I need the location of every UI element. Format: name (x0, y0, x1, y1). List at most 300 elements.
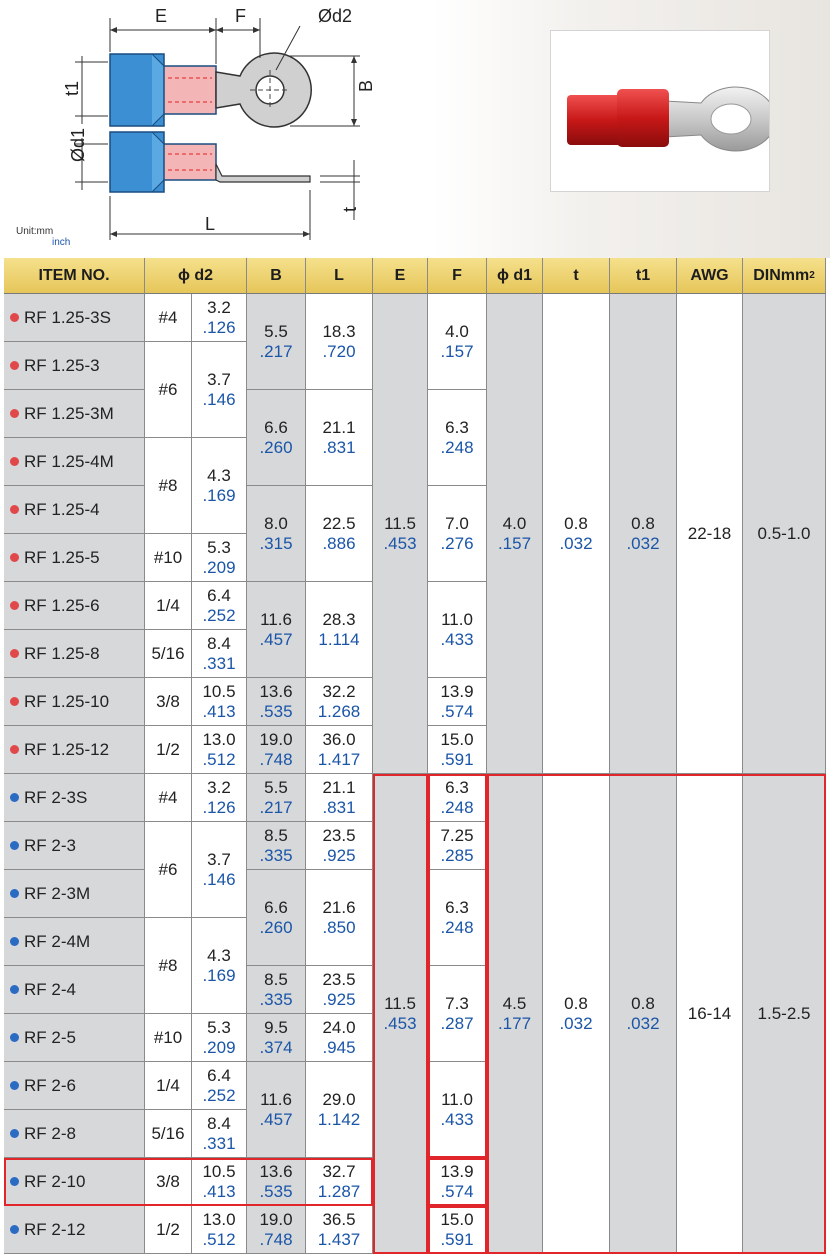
value-mm: 6.4 (207, 585, 231, 605)
value-inch: .146 (202, 389, 236, 409)
cell-l (306, 390, 373, 486)
item-cell (4, 438, 145, 486)
cell-d2 (192, 342, 247, 438)
value-mm: 8.5 (264, 969, 288, 989)
value-mm: #8 (158, 955, 178, 975)
item-cell (4, 870, 145, 918)
value-inch: .591 (440, 1229, 474, 1249)
value-inch: .591 (440, 749, 474, 769)
value-inch: 1.268 (317, 701, 361, 721)
blue-dot-icon (10, 793, 19, 802)
value-mm: 21.6 (322, 897, 356, 917)
item-cell (4, 918, 145, 966)
value-inch: .209 (202, 557, 236, 577)
value-mm: 19.0 (259, 729, 293, 749)
cell-d2 (192, 1062, 247, 1110)
red-dot-icon (10, 745, 19, 754)
cell-l (306, 966, 373, 1014)
value-mm: 18.3 (322, 321, 356, 341)
item-cell (4, 534, 145, 582)
value-mm: 15.0 (440, 1209, 474, 1229)
header-l (306, 258, 373, 294)
cell-f (428, 582, 487, 678)
value-inch: .126 (202, 797, 236, 817)
value-mm: 10.5 (202, 1161, 236, 1181)
value-mm: 8.0 (264, 513, 288, 533)
cell-f (428, 294, 487, 390)
header-l-label: L (334, 266, 344, 284)
value-mm: 13.6 (259, 681, 293, 701)
cell-d2 (192, 1206, 247, 1254)
value-inch: .287 (440, 1013, 474, 1033)
header-item-label: ITEM NO. (38, 266, 110, 284)
value-mm: 21.1 (322, 417, 356, 437)
value-mm: 4.0 (445, 321, 469, 341)
blue-dot-icon (10, 985, 19, 994)
value-mm: 1.5-2.5 (757, 1003, 811, 1023)
value-inch: .925 (322, 989, 356, 1009)
cell-f (428, 726, 487, 774)
cell-screw (145, 630, 192, 678)
item-cell (4, 1110, 145, 1158)
item-number: RF 1.25-6 (24, 595, 100, 615)
value-mm: #10 (153, 1027, 183, 1047)
header-item (4, 258, 145, 294)
cell-b (247, 678, 306, 726)
value-inch: .248 (440, 797, 474, 817)
value-mm: 6.3 (445, 777, 469, 797)
item-cell (4, 294, 145, 342)
item-cell (4, 486, 145, 534)
header-t-label: t (573, 266, 579, 284)
value-mm: #8 (158, 475, 178, 495)
value-inch: .126 (202, 317, 236, 337)
value-inch: .850 (322, 917, 356, 937)
cell-screw (145, 1206, 192, 1254)
value-mm: 1/4 (156, 595, 180, 615)
cell-e (373, 774, 428, 1254)
item-number: RF 1.25-4M (24, 451, 114, 471)
value-mm: 16-14 (687, 1003, 732, 1023)
header-b (247, 258, 306, 294)
value-inch: .925 (322, 845, 356, 865)
value-inch: .169 (202, 485, 236, 505)
value-inch: .535 (259, 1181, 293, 1201)
value-mm: 3.2 (207, 777, 231, 797)
value-inch: .217 (259, 341, 293, 361)
cell-f (428, 870, 487, 966)
cell-b (247, 726, 306, 774)
item-number: RF 2-8 (24, 1123, 76, 1143)
item-number: RF 1.25-5 (24, 547, 100, 567)
item-number: RF 1.25-3M (24, 403, 114, 423)
value-mm: 6.3 (445, 417, 469, 437)
item-number: RF 2-3S (24, 787, 88, 807)
cell-l (306, 822, 373, 870)
value-mm: 0.8 (564, 513, 588, 533)
value-mm: 15.0 (440, 729, 474, 749)
cell-b (247, 870, 306, 966)
value-inch: 1.417 (317, 749, 361, 769)
value-mm: 7.25 (440, 825, 474, 845)
blue-dot-icon (10, 1033, 19, 1042)
cell-l (306, 582, 373, 678)
value-mm: 3.2 (207, 297, 231, 317)
red-dot-icon (10, 697, 19, 706)
cell-b (247, 1158, 306, 1206)
header-awg (677, 258, 743, 294)
item-cell (4, 342, 145, 390)
cell-l (306, 678, 373, 726)
cell-l (306, 774, 373, 822)
value-mm: #4 (158, 787, 178, 807)
value-inch: .335 (259, 845, 293, 865)
value-mm: 3/8 (156, 1171, 180, 1191)
cell-l (306, 1158, 373, 1206)
value-mm: 3/8 (156, 691, 180, 711)
value-mm: 32.2 (322, 681, 356, 701)
svg-text:t1: t1 (62, 80, 82, 96)
cell-l (306, 870, 373, 966)
cell-b (247, 1014, 306, 1062)
item-cell (4, 726, 145, 774)
value-mm: 22-18 (687, 523, 732, 543)
item-cell (4, 966, 145, 1014)
value-inch: .335 (259, 989, 293, 1009)
value-mm: 7.3 (445, 993, 469, 1013)
cell-f (428, 486, 487, 582)
cell-screw (145, 438, 192, 534)
header-awg-label: AWG (690, 266, 729, 284)
value-mm: 13.0 (202, 729, 236, 749)
value-mm: 5.3 (207, 537, 231, 557)
item-number: RF 1.25-3S (24, 307, 111, 327)
value-inch: .831 (322, 797, 356, 817)
value-inch: .535 (259, 701, 293, 721)
value-mm: 6.4 (207, 1065, 231, 1085)
value-inch: .177 (497, 1013, 532, 1033)
value-mm: 3.7 (207, 849, 231, 869)
red-dot-icon (10, 457, 19, 466)
value-inch: .252 (202, 605, 236, 625)
value-mm: 8.4 (207, 1113, 231, 1133)
value-mm: 1/2 (156, 739, 180, 759)
value-mm: 6.3 (445, 897, 469, 917)
value-inch: .720 (322, 341, 356, 361)
value-mm: 23.5 (322, 825, 356, 845)
item-cell (4, 1014, 145, 1062)
header-din-label: DINmm (753, 266, 810, 284)
value-inch: .748 (259, 1229, 293, 1249)
value-mm: 28.3 (322, 609, 356, 629)
red-dot-icon (10, 553, 19, 562)
value-inch: .433 (440, 629, 474, 649)
item-number: RF 1.25-3 (24, 355, 100, 375)
value-inch: .574 (440, 1181, 474, 1201)
value-mm: 4.3 (207, 465, 231, 485)
header-t (543, 258, 610, 294)
cell-screw (145, 342, 192, 438)
red-dot-icon (10, 361, 19, 370)
value-inch: .886 (322, 533, 356, 553)
value-inch: .433 (440, 1109, 474, 1129)
value-inch: .248 (440, 917, 474, 937)
value-mm: #6 (158, 859, 178, 879)
value-inch: .457 (259, 629, 293, 649)
cell-d1 (487, 774, 543, 1254)
red-dot-icon (10, 313, 19, 322)
value-inch: .413 (202, 1181, 236, 1201)
cell-b (247, 390, 306, 486)
value-mm: 11.6 (260, 609, 292, 629)
value-mm: 13.9 (440, 681, 474, 701)
value-mm: 0.5-1.0 (757, 523, 811, 543)
value-mm: 29.0 (322, 1089, 356, 1109)
cell-screw (145, 294, 192, 342)
item-cell (4, 822, 145, 870)
item-number: RF 1.25-8 (24, 643, 100, 663)
cell-b (247, 294, 306, 390)
unit-mm: Unit:mm (16, 226, 54, 237)
value-mm: 32.7 (322, 1161, 356, 1181)
value-inch: .512 (202, 749, 236, 769)
header-din: DINmm 2 (743, 258, 826, 294)
cell-f (428, 774, 487, 822)
value-inch: 1.287 (317, 1181, 361, 1201)
cell-d2 (192, 1014, 247, 1062)
value-mm: 11.5 (384, 513, 416, 533)
value-inch: .157 (440, 341, 474, 361)
cell-d2 (192, 438, 247, 534)
blue-dot-icon (10, 889, 19, 898)
cell-d2 (192, 630, 247, 678)
cell-d1 (487, 294, 543, 774)
red-dot-icon (10, 601, 19, 610)
value-mm: 11.0 (441, 1089, 473, 1109)
blue-dot-icon (10, 841, 19, 850)
red-dot-icon (10, 409, 19, 418)
value-mm: 5/16 (151, 1123, 185, 1143)
item-number: RF 2-12 (24, 1219, 86, 1239)
cell-screw (145, 1158, 192, 1206)
cell-l (306, 1062, 373, 1158)
item-cell (4, 774, 145, 822)
svg-text:Ød1: Ød1 (68, 127, 88, 162)
cell-t1 (610, 774, 677, 1254)
cell-screw (145, 1062, 192, 1110)
cell-b (247, 966, 306, 1014)
cell-din (743, 294, 826, 774)
value-mm: 5.5 (264, 777, 288, 797)
value-mm: 1/2 (156, 1219, 180, 1239)
value-inch: .574 (440, 701, 474, 721)
cell-t (543, 774, 610, 1254)
header-b-label: B (270, 266, 282, 284)
value-inch: .413 (202, 701, 236, 721)
value-mm: 8.4 (207, 633, 231, 653)
header-d1-label: ϕ d1 (496, 266, 533, 284)
cell-e (373, 294, 428, 774)
header-t1 (610, 258, 677, 294)
cell-screw (145, 582, 192, 630)
value-mm: 4.5 (502, 993, 527, 1013)
cell-screw (145, 774, 192, 822)
cell-screw (145, 918, 192, 1014)
value-inch: .315 (259, 533, 293, 553)
cell-b (247, 1206, 306, 1254)
cell-f (428, 1158, 487, 1206)
svg-text:E: E (155, 6, 168, 26)
header-d1 (487, 258, 543, 294)
value-inch: .260 (259, 917, 293, 937)
value-inch: .457 (259, 1109, 293, 1129)
product-photo (550, 30, 770, 192)
value-mm: 5.3 (207, 1017, 231, 1037)
cell-screw (145, 534, 192, 582)
cell-f (428, 1206, 487, 1254)
item-number: RF 2-5 (24, 1027, 76, 1047)
value-mm: 6.6 (264, 417, 288, 437)
cell-screw (145, 678, 192, 726)
item-number: RF 2-6 (24, 1075, 76, 1095)
cell-f (428, 822, 487, 870)
value-inch: .169 (202, 965, 236, 985)
cell-screw (145, 822, 192, 918)
value-inch: .831 (322, 437, 356, 457)
cell-awg (677, 294, 743, 774)
value-inch: .453 (383, 533, 417, 553)
value-mm: 5/16 (151, 643, 185, 663)
cell-b (247, 774, 306, 822)
value-inch: .374 (259, 1037, 293, 1057)
blue-dot-icon (10, 1081, 19, 1090)
red-dot-icon (10, 649, 19, 658)
header-d2-label: ϕ d2 (177, 266, 214, 284)
item-number: RF 1.25-4 (24, 499, 100, 519)
header-f (428, 258, 487, 294)
value-inch: .157 (497, 533, 532, 553)
cell-l (306, 1206, 373, 1254)
cell-d2 (192, 726, 247, 774)
header-d2 (145, 258, 247, 294)
unit-inch: inch (52, 237, 71, 248)
cell-b (247, 582, 306, 678)
cell-l (306, 294, 373, 390)
value-mm: 4.0 (502, 513, 527, 533)
cell-d2 (192, 294, 247, 342)
cell-d2 (192, 1110, 247, 1158)
item-number: RF 2-4M (24, 931, 91, 951)
value-inch: .146 (202, 869, 236, 889)
value-inch: .032 (559, 1013, 593, 1033)
cell-l (306, 726, 373, 774)
value-mm: 24.0 (322, 1017, 356, 1037)
value-mm: 0.8 (631, 993, 655, 1013)
cell-screw (145, 726, 192, 774)
value-inch: 1.114 (318, 629, 360, 649)
cell-l (306, 1014, 373, 1062)
svg-text:F: F (235, 6, 246, 26)
value-mm: 23.5 (322, 969, 356, 989)
value-mm: 21.1 (322, 777, 356, 797)
svg-text:L: L (205, 214, 216, 234)
item-cell (4, 678, 145, 726)
unit-legend (16, 226, 70, 248)
cell-b (247, 822, 306, 870)
value-inch: .032 (626, 533, 660, 553)
cell-d2 (192, 678, 247, 726)
cell-l (306, 486, 373, 582)
cell-awg (677, 774, 743, 1254)
value-mm: 36.0 (322, 729, 356, 749)
value-inch: .285 (440, 845, 474, 865)
item-number: RF 2-3 (24, 835, 76, 855)
cell-t (543, 294, 610, 774)
cell-f (428, 390, 487, 486)
value-mm: 36.5 (322, 1209, 356, 1229)
blue-dot-icon (10, 937, 19, 946)
terminal-drawing (0, 0, 540, 258)
item-cell (4, 1062, 145, 1110)
header-t1-label: t1 (635, 266, 651, 284)
header-area (0, 0, 830, 258)
cell-d2 (192, 1158, 247, 1206)
cell-screw (145, 1014, 192, 1062)
value-mm: 7.0 (445, 513, 469, 533)
blue-dot-icon (10, 1225, 19, 1234)
svg-text:t: t (340, 206, 360, 212)
cell-f (428, 966, 487, 1062)
value-inch: .248 (440, 437, 474, 457)
svg-text:B: B (356, 79, 376, 92)
value-mm: 11.5 (384, 993, 416, 1013)
value-mm: 3.7 (207, 369, 231, 389)
blue-dot-icon (10, 1129, 19, 1138)
ring-terminal-image (551, 31, 769, 191)
value-inch: .032 (559, 533, 593, 553)
value-mm: 9.5 (264, 1017, 288, 1037)
value-mm: 1/4 (156, 1075, 180, 1095)
cell-f (428, 678, 487, 726)
header-e-label: E (394, 266, 406, 284)
value-inch: 1.437 (317, 1229, 361, 1249)
item-cell (4, 1158, 145, 1206)
value-inch: .331 (202, 1133, 236, 1153)
value-inch: .512 (202, 1229, 236, 1249)
value-mm: 22.5 (322, 513, 356, 533)
svg-text:Ød2: Ød2 (318, 6, 353, 26)
cell-screw (145, 1110, 192, 1158)
value-mm: #10 (153, 547, 183, 567)
cell-d2 (192, 918, 247, 1014)
item-cell (4, 582, 145, 630)
item-number: RF 2-10 (24, 1171, 86, 1191)
cell-d2 (192, 582, 247, 630)
value-inch: .032 (626, 1013, 660, 1033)
red-dot-icon (10, 505, 19, 514)
item-number: RF 2-4 (24, 979, 76, 999)
value-mm: #4 (158, 307, 178, 327)
value-inch: .252 (202, 1085, 236, 1105)
cell-f (428, 1062, 487, 1158)
value-inch: .217 (259, 797, 293, 817)
value-mm: 13.0 (202, 1209, 236, 1229)
item-cell (4, 390, 145, 438)
value-mm: 5.5 (264, 321, 288, 341)
header-f-label: F (452, 266, 462, 284)
item-cell (4, 630, 145, 678)
value-mm: #6 (158, 379, 178, 399)
